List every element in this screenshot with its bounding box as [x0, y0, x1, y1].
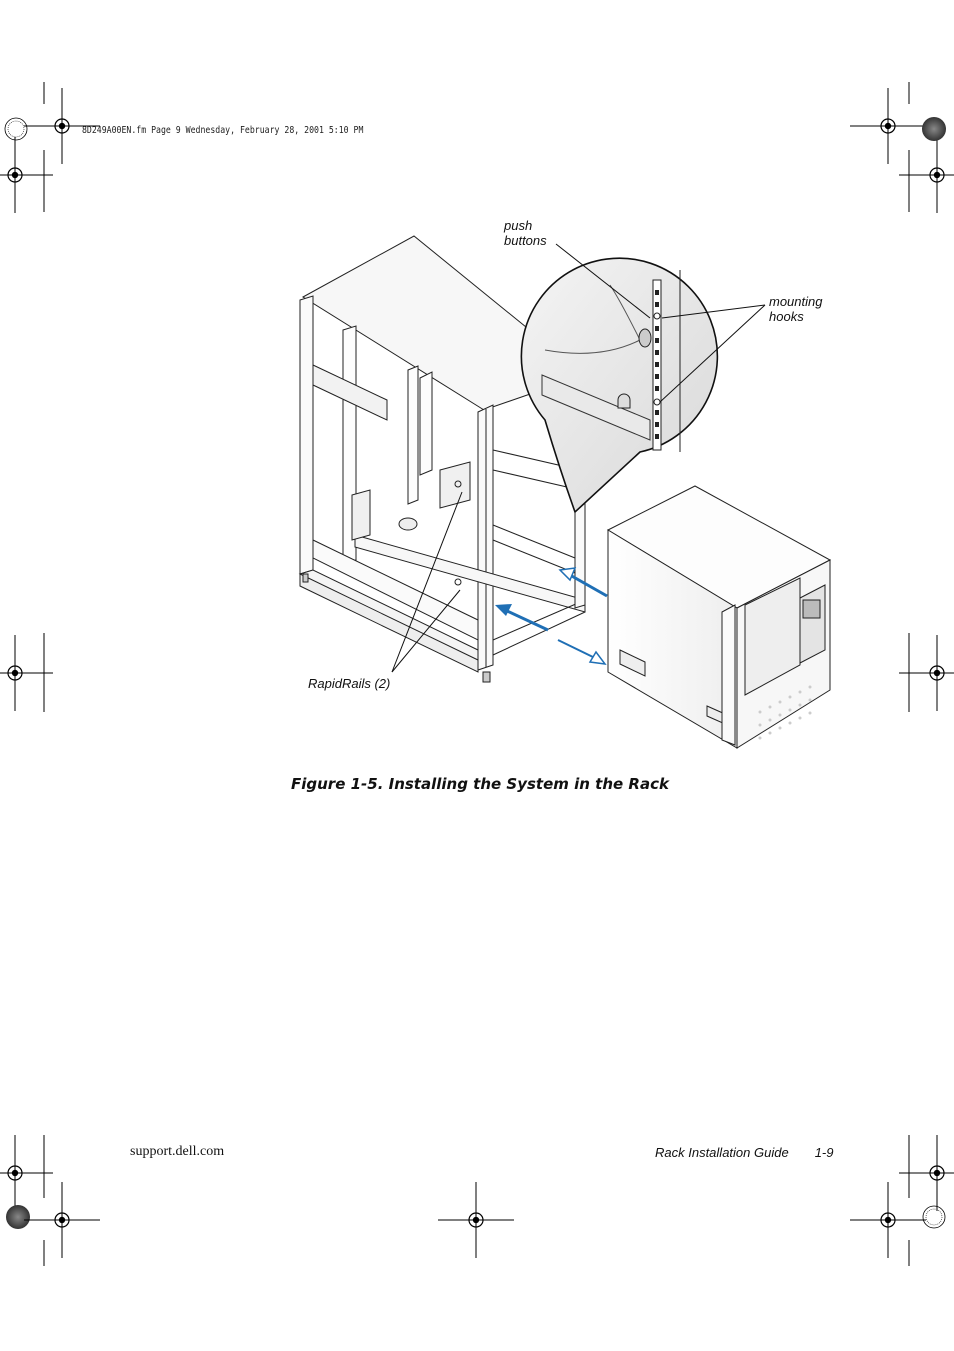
registration-mark-mid-right	[899, 633, 954, 712]
callout-mounting-hooks	[769, 294, 822, 324]
callout-push-buttons-line2: buttons	[504, 233, 547, 248]
callout-rapidrails: RapidRails (2)	[308, 676, 391, 691]
figure-caption: Figure 1-5. Installing the System in the Rack	[291, 775, 669, 793]
magnified-detail	[521, 258, 717, 512]
footer-website: support.dell.com	[130, 1144, 225, 1159]
registration-mark-bottom-left	[0, 1135, 100, 1266]
callout-push-buttons-line1: push	[504, 218, 533, 233]
registration-mark-top-right	[850, 82, 954, 213]
footer-guide-title: Rack Installation Guide	[655, 1145, 789, 1160]
callout-push-buttons	[504, 218, 547, 248]
callout-mounting-hooks-line2: hooks	[769, 309, 804, 324]
footer-guide	[655, 1145, 833, 1160]
registration-mark-mid-left	[0, 633, 53, 712]
registration-mark-bottom-right	[850, 1135, 954, 1266]
server-system	[608, 486, 830, 748]
footer-page-number: 1-9	[814, 1145, 834, 1160]
registration-mark-top-left	[0, 82, 100, 213]
callout-mounting-hooks-line1: mounting	[769, 294, 823, 309]
registration-mark-bottom-center	[438, 1182, 514, 1258]
file-slug-line: 8D249A00EN.fm Page 9 Wednesday, February 28, 2001 5:10 PM	[82, 125, 364, 136]
